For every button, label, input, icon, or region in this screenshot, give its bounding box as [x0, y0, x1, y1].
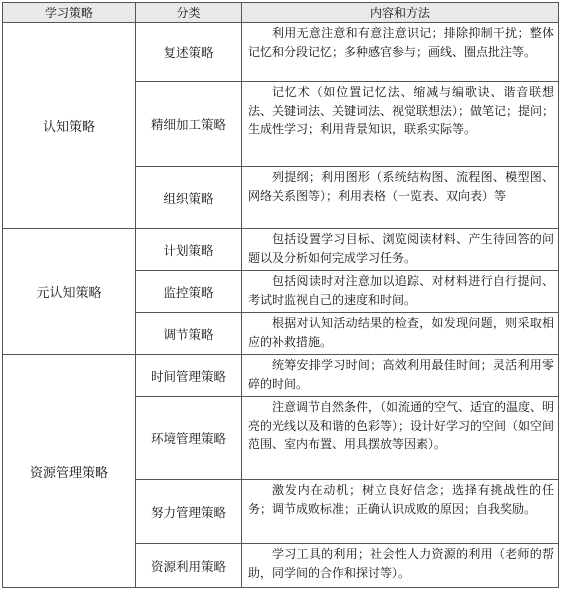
table-row	[3, 355, 559, 397]
category-cell: 组织策略	[136, 167, 242, 229]
category-cell: 监控策略	[136, 271, 242, 313]
strategy-resource-management: 资源管理策略	[3, 355, 136, 588]
table-row	[3, 23, 559, 82]
content-cell: 包括设置学习目标、浏览阅读材料、产生待回答的问题以及分析如何完成学习任务。	[242, 229, 559, 271]
learning-strategy-table	[2, 2, 559, 588]
category-cell: 调节策略	[136, 313, 242, 355]
header-category: 分类	[136, 3, 242, 23]
strategy-cognitive: 认知策略	[3, 23, 136, 229]
category-cell: 计划策略	[136, 229, 242, 271]
content-cell: 统筹安排学习时间；高效利用最佳时间；灵活利用零碎的时间。	[242, 355, 559, 397]
strategy-metacognitive: 元认知策略	[3, 229, 136, 355]
content-cell: 列提纲；利用图形（系统结构图、流程图、模型图、网络关系图等）；利用表格（一览表、双向表）等	[242, 167, 559, 229]
header-content: 内容和方法	[242, 3, 559, 23]
content-cell: 根据对认知活动结果的检查，如发现问题，则采取相应的补救措施。	[242, 313, 559, 355]
content-cell: 包括阅读时对注意加以追踪、对材料进行自行提问、考试时监视自己的速度和时间。	[242, 271, 559, 313]
content-cell: 利用无意注意和有意注意识记；排除抑制干扰；整体记忆和分段记忆；多种感官参与；画线、圈点批注等。	[242, 23, 559, 82]
category-cell: 复述策略	[136, 23, 242, 82]
category-cell: 努力管理策略	[136, 480, 242, 544]
table-header-row	[3, 3, 559, 23]
header-strategy: 学习策略	[3, 3, 136, 23]
category-cell: 时间管理策略	[136, 355, 242, 397]
table-row	[3, 229, 559, 271]
content-cell: 激发内在动机；树立良好信念；选择有挑战性的任务；调节成败标准；正确认识成败的原因；自我奖励。	[242, 480, 559, 544]
category-cell: 精细加工策略	[136, 82, 242, 167]
category-cell: 资源利用策略	[136, 544, 242, 588]
category-cell: 环境管理策略	[136, 397, 242, 480]
content-cell: 记忆术（如位置记忆法、缩减与编歌诀、谐音联想法、关键词法、关键词法、视觉联想法）；做笔记；提问；生成性学习；利用背景知识，联系实际等。	[242, 82, 559, 167]
content-cell: 注意调节自然条件，（如流通的空气、适宜的温度、明亮的光线以及和谐的色彩等）；设计好学习的空间（如空间范围、室内布置、用具摆放等因素）。	[242, 397, 559, 480]
content-cell: 学习工具的利用；社会性人力资源的利用（老师的帮助，同学间的合作和探讨等）。	[242, 544, 559, 588]
